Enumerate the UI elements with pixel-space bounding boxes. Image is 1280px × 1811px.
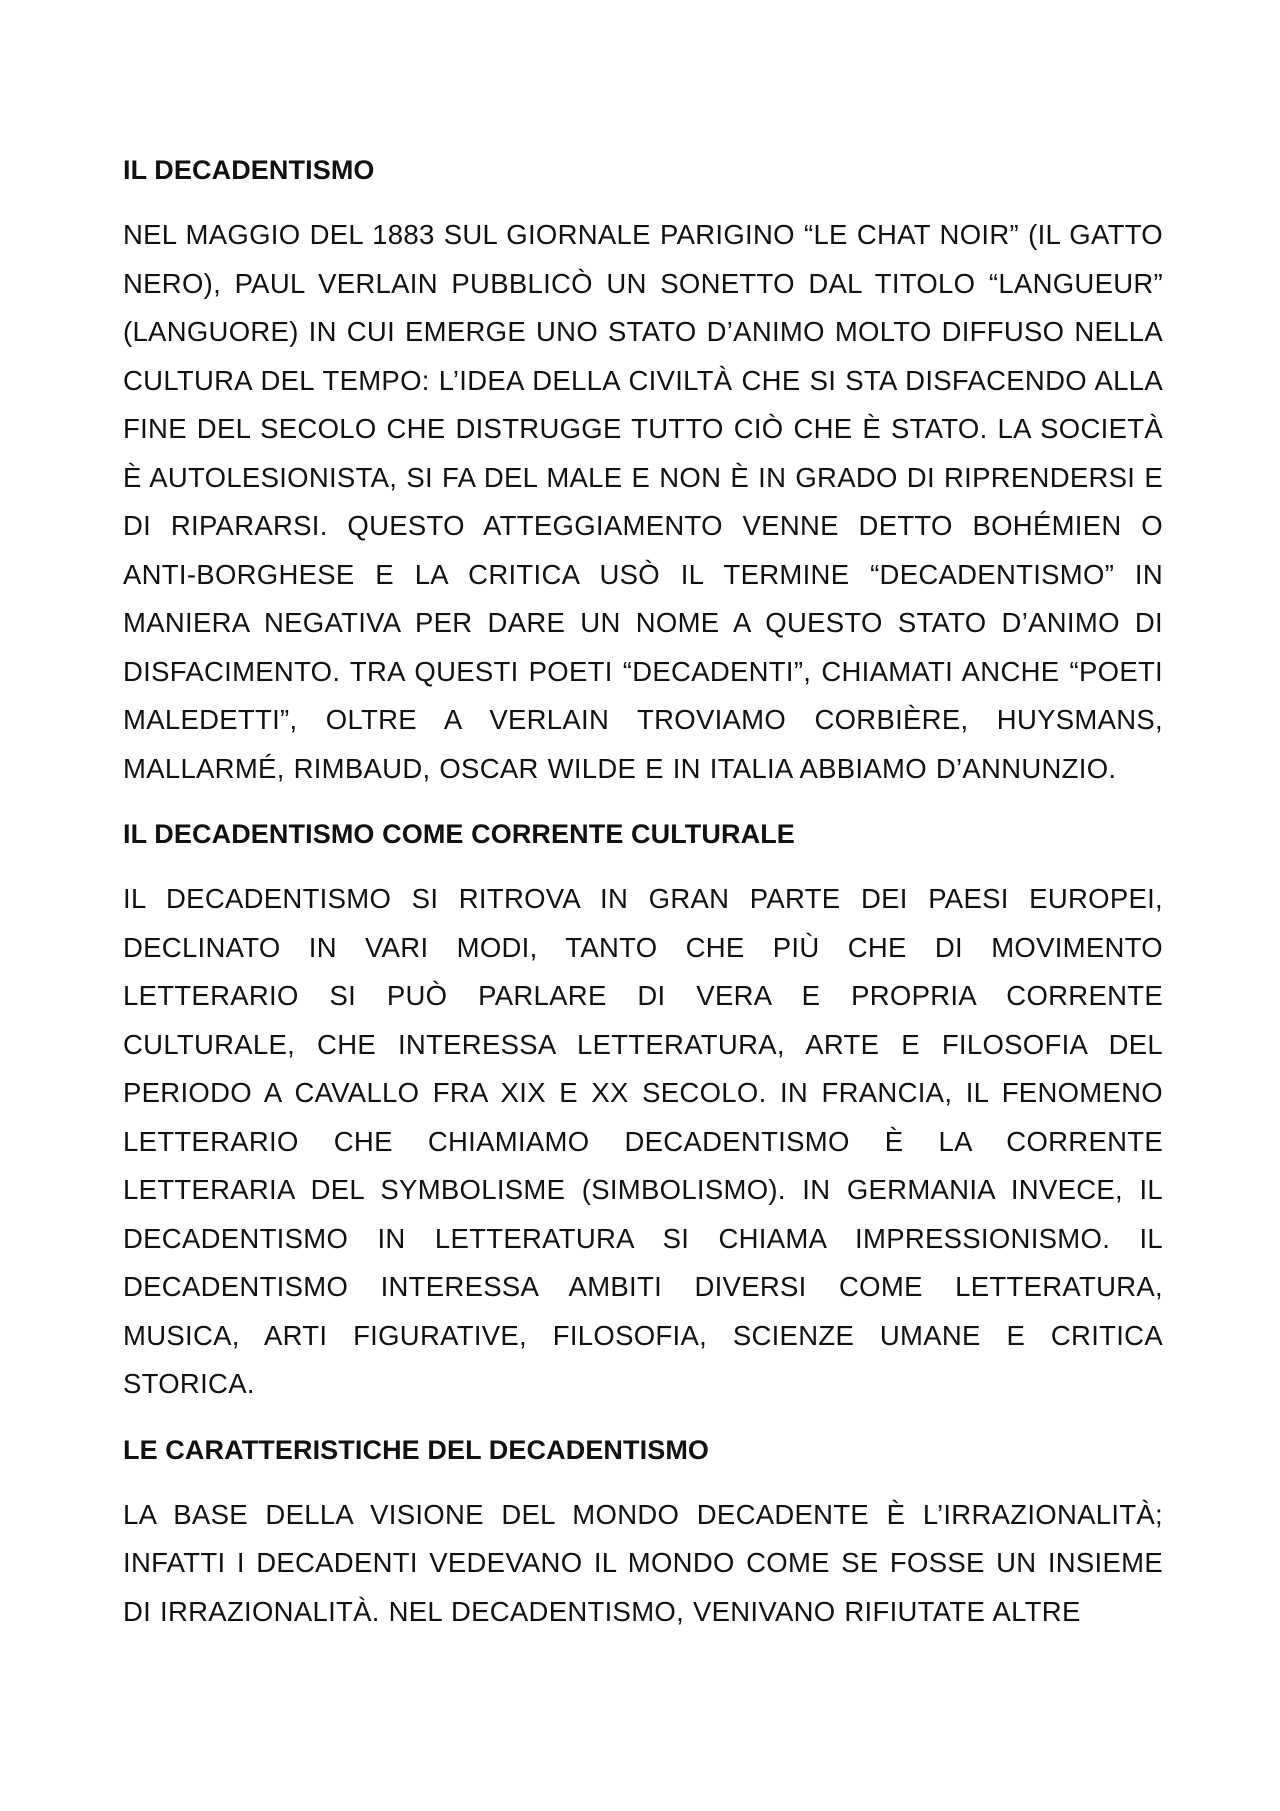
section-heading-caratteristiche: LE CARATTERISTICHE DEL DECADENTISMO [123, 1434, 710, 1465]
section-paragraph-caratteristiche: LA BASE DELLA VISIONE DEL MONDO DECADENTE È L’IRRAZIONALITÀ; INFATTI I DECADENTI VEDEVANO IL MONDO COME SE FOSSE UN INSIEME DI IRRAZIONALITÀ. NEL DECADENTISMO, VENIVANO RIFIUTATE ALTRE [123, 1498, 1163, 1627]
section-paragraph-decadentismo: NEL MAGGIO DEL 1883 SUL GIORNALE PARIGINO “LE CHAT NOIR” (IL GATTO NERO), PAUL VERLAIN PUBBLICÒ UN SONETTO DAL TITOLO “LANGUEUR” (LANGUORE) IN CUI EMERGE UNO STATO D’ANIMO MOLTO DIFFUSO NELLA CULTURA DEL TEMPO: L’IDEA DELLA CIVILTÀ CHE SI STA DISFACENDO ALLA FINE DEL SECOLO CHE DISTRUGGE TUTTO CIÒ CHE È STATO. LA SOCIETÀ È AUTOLESIONISTA, SI FA DEL MALE E NON È IN GRADO DI RIPRENDERSI E DI RIPARARSI. QUESTO ATTEGGIAMENTO VENNE DETTO BOHÉMIEN O ANTI-BORGHESE E LA CRITICA USÒ IL TERMINE “DECADENTISMO” IN MANIERA NEGATIVA PER DARE UN NOME A QUESTO STATO D’ANIMO DI DISFACIMENTO. TRA QUESTI POETI “DECADENTI”, CHIAMATI ANCHE “POETI MALEDETTI”, OLTRE A VERLAIN TROVIAMO CORBIÈRE, HUYSMANS, MALLARMÉ, RIMBAUD, OSCAR WILDE E IN ITALIA ABBIAMO D’ANNUNZIO. [123, 219, 1163, 784]
document-page [123, 152, 1163, 1659]
section-paragraph-corrente-culturale: IL DECADENTISMO SI RITROVA IN GRAN PARTE DEI PAESI EUROPEI, DECLINATO IN VARI MODI, TANTO CHE PIÙ CHE DI MOVIMENTO LETTERARIO SI PUÒ PARLARE DI VERA E PROPRIA CORRENTE CULTURALE, CHE INTERESSA LETTERATURA, ARTE E FILOSOFIA DEL PERIODO A CAVALLO FRA XIX E XX SECOLO. IN FRANCIA, IL FENOMENO LETTERARIO CHE CHIAMIAMO DECADENTISMO È LA CORRENTE LETTERARIA DEL SYMBOLISME (SIMBOLISMO). IN GERMANIA INVECE, IL DECADENTISMO IN LETTERATURA SI CHIAMA IMPRESSIONISMO. IL DECADENTISMO INTERESSA AMBITI DIVERSI COME LETTERATURA, MUSICA, ARTI FIGURATIVE, FILOSOFIA, SCIENZE UMANE E CRITICA STORICA. [123, 883, 1163, 1399]
section-heading-corrente-culturale: IL DECADENTISMO COME CORRENTE CULTURALE [123, 819, 795, 849]
section-heading-decadentismo: IL DECADENTISMO [123, 155, 375, 185]
